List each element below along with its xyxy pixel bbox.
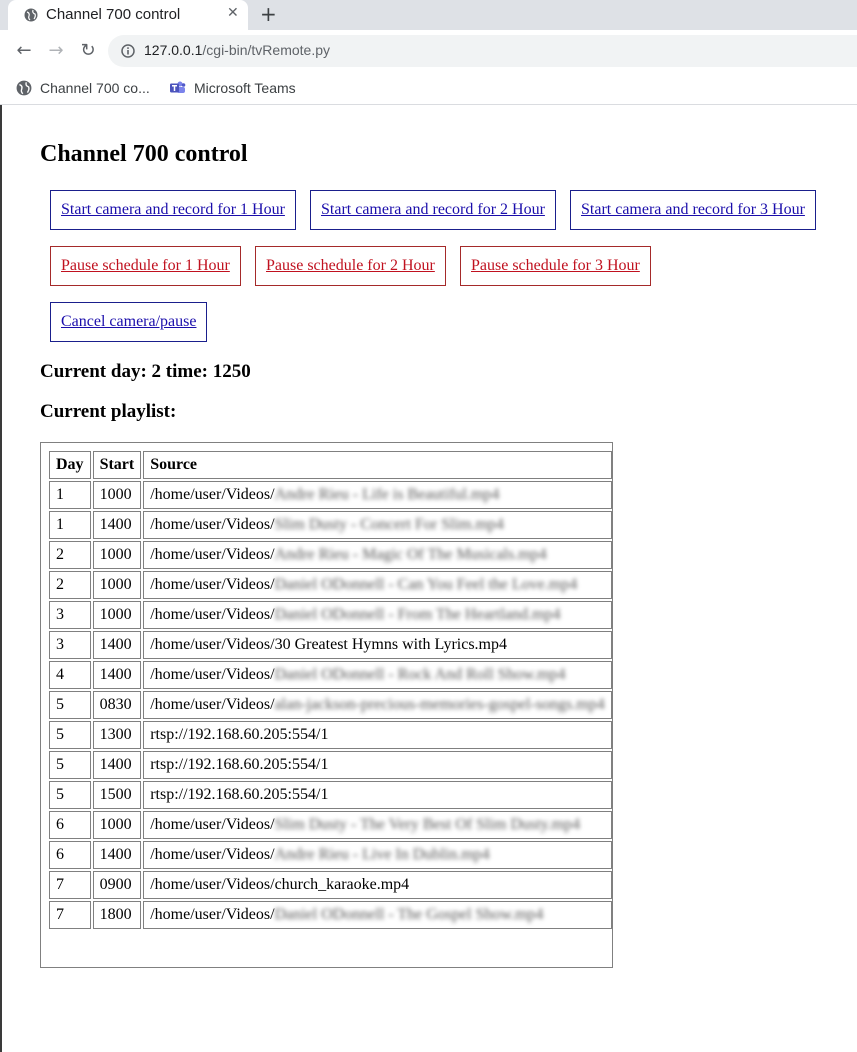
back-icon[interactable]: ← [16,40,32,61]
bookmarks-bar [0,72,857,105]
cell-start: 1400 [93,841,142,869]
cancel-button[interactable] [50,302,207,342]
cell-day: 5 [49,781,91,809]
source-path: /home/user/Videos/ [150,486,275,503]
playlist-table-frame [40,442,613,968]
source-path: /home/user/Videos/ [150,696,275,713]
page-content [0,105,857,1052]
url-host: 127.0.0.1 [144,42,203,58]
source-filename-blurred: Daniel ODonnell - Can You Feel the Love.mp4 [274,576,578,593]
cell-source [143,871,612,899]
cell-day: 5 [49,721,91,749]
cell-day: 1 [49,481,91,509]
pause-2-hour-link[interactable]: Pause schedule for 2 Hour [266,257,435,274]
cell-source [143,841,612,869]
record-1-hour-button[interactable] [50,190,296,230]
cell-day: 7 [49,901,91,929]
pause-1-hour-button[interactable] [50,246,241,286]
table-row [49,841,612,869]
cell-source [143,481,612,509]
tab-strip [0,0,857,30]
table-row [49,871,612,899]
cell-day: 5 [49,751,91,779]
pause-2-hour-button[interactable] [255,246,446,286]
cell-source [143,631,612,659]
cell-start: 1400 [93,511,142,539]
source-path: /home/user/Videos/ [150,576,275,593]
source-path: /home/user/Videos/ [150,546,275,563]
cancel-link[interactable]: Cancel camera/pause [61,313,197,330]
column-header-source: Source [143,451,612,479]
record-3-hour-link[interactable]: Start camera and record for 3 Hour [581,201,805,218]
source-filename-blurred: Andre Rieu - Life is Beautiful.mp4 [274,486,500,503]
cell-source [143,721,612,749]
new-tab-icon[interactable]: + [260,2,277,26]
address-bar[interactable] [108,35,857,67]
source-filename-blurred: Daniel ODonnell - Rock And Roll Show.mp4 [274,666,566,683]
source-path: /home/user/Videos/ [150,516,275,533]
record-2-hour-link[interactable]: Start camera and record for 2 Hour [321,201,545,218]
table-row [49,541,612,569]
cell-start: 1000 [93,811,142,839]
browser-toolbar [0,30,857,72]
cell-source [143,691,612,719]
table-row [49,481,612,509]
source-filename-blurred: Slim Dusty - Concert For Slim.mp4 [274,516,504,533]
playlist-rows [49,481,612,929]
source-path: /home/user/Videos/ [150,906,275,923]
source-path: rtsp://192.168.60.205:554/1 [150,726,329,743]
cell-day: 2 [49,571,91,599]
table-row [49,811,612,839]
cell-start: 0830 [93,691,142,719]
cell-day: 2 [49,541,91,569]
source-path: /home/user/Videos/church_karaoke.mp4 [150,876,410,893]
cell-start: 1000 [93,541,142,569]
source-path: /home/user/Videos/ [150,816,275,833]
source-filename-blurred: Slim Dusty - The Very Best Of Slim Dusty.mp4 [274,816,581,833]
source-filename-blurred: Daniel ODonnell - The Gospel Show.mp4 [274,906,544,923]
table-row [49,631,612,659]
close-icon[interactable]: ✕ [227,5,239,21]
source-path: /home/user/Videos/ [150,606,275,623]
pause-3-hour-button[interactable] [460,246,651,286]
cell-source [143,541,612,569]
source-path: /home/user/Videos/ [150,666,275,683]
bookmark-microsoft-teams[interactable] [169,77,296,99]
source-filename-blurred: Andre Rieu - Live In Dublin.mp4 [274,846,490,863]
cell-day: 1 [49,511,91,539]
table-row [49,661,612,689]
cell-day: 6 [49,841,91,869]
cell-source [143,751,612,779]
url-path: /cgi-bin/tvRemote.py [202,42,330,58]
page-title: Channel 700 control [40,141,248,167]
cell-start: 1500 [93,781,142,809]
cell-source [143,811,612,839]
cell-start: 0900 [93,871,142,899]
source-filename-blurred: Andre Rieu - Magic Of The Musicals.mp4 [274,546,547,563]
table-row [49,901,612,929]
cell-start: 1300 [93,721,142,749]
cell-source [143,661,612,689]
cell-start: 1400 [93,661,142,689]
cell-start: 1000 [93,481,142,509]
bookmark-channel-700[interactable] [16,77,150,99]
cell-source [143,571,612,599]
source-path: /home/user/Videos/30 Greatest Hymns with Lyrics.mp4 [150,636,507,653]
cell-day: 5 [49,691,91,719]
cell-start: 1800 [93,901,142,929]
table-row [49,601,612,629]
bookmark-label: Channel 700 co... [40,80,150,96]
record-2-hour-button[interactable] [310,190,556,230]
url-text[interactable] [144,42,330,58]
globe-icon [24,8,38,22]
table-row [49,511,612,539]
table-row [49,751,612,779]
cell-start: 1400 [93,751,142,779]
table-row [49,691,612,719]
source-filename-blurred: alan-jackson-precious-memories-gospel-songs.mp4 [274,696,605,713]
table-row [49,781,612,809]
source-path: rtsp://192.168.60.205:554/1 [150,786,329,803]
cell-source [143,601,612,629]
teams-icon [169,80,186,96]
cell-day: 3 [49,601,91,629]
browser-tab[interactable] [8,0,248,30]
record-3-hour-button[interactable] [570,190,816,230]
cell-source [143,781,612,809]
column-header-day: Day [49,451,91,479]
pause-1-hour-link[interactable]: Pause schedule for 1 Hour [61,257,230,274]
cell-day: 4 [49,661,91,689]
tab-title: Channel 700 control [46,6,181,23]
source-path: rtsp://192.168.60.205:554/1 [150,756,329,773]
globe-icon [16,80,32,96]
cell-start: 1400 [93,631,142,659]
playlist-heading: Current playlist: [40,401,177,422]
column-header-start: Start [93,451,142,479]
playlist-table [47,449,614,931]
cell-source [143,511,612,539]
cell-day: 6 [49,811,91,839]
source-filename-blurred: Daniel ODonnell - From The Heartland.mp4 [274,606,561,623]
cell-start: 1000 [93,571,142,599]
table-row [49,721,612,749]
forward-icon[interactable]: → [48,40,64,61]
source-path: /home/user/Videos/ [150,846,275,863]
cell-start: 1000 [93,601,142,629]
cell-source [143,901,612,929]
table-row [49,571,612,599]
cell-day: 3 [49,631,91,659]
current-day-time: Current day: 2 time: 1250 [40,361,251,382]
reload-icon[interactable]: ↻ [80,40,96,61]
bookmark-label: Microsoft Teams [194,80,296,96]
cell-day: 7 [49,871,91,899]
info-icon[interactable] [121,44,135,58]
record-1-hour-link[interactable]: Start camera and record for 1 Hour [61,201,285,218]
pause-3-hour-link[interactable]: Pause schedule for 3 Hour [471,257,640,274]
table-header-row [49,451,612,479]
